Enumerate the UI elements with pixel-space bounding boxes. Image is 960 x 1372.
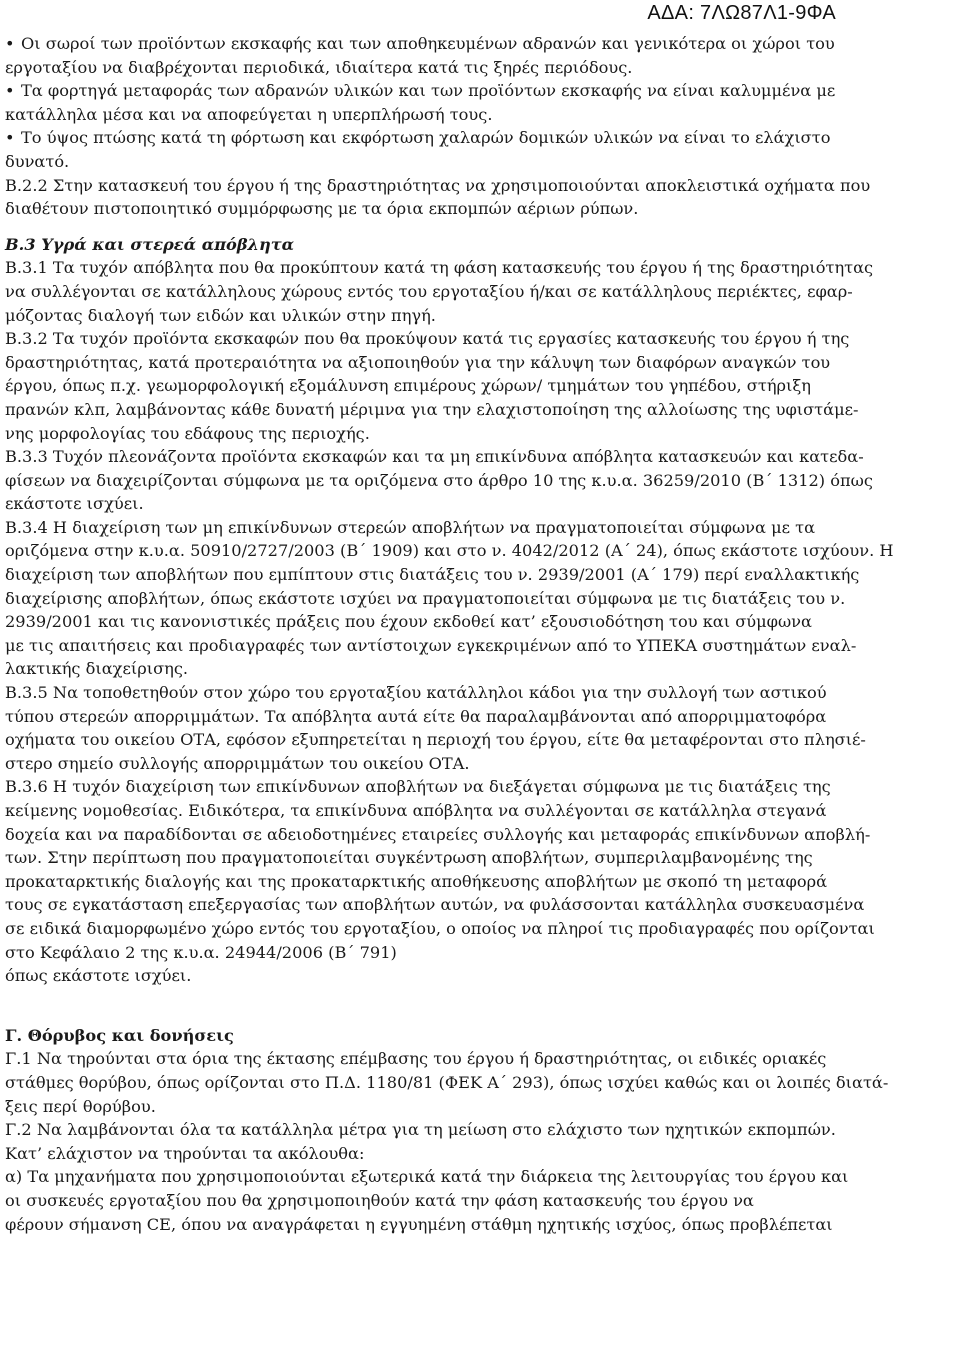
text-line: Β.2.2 Στην κατασκευή του έργου ή της δραστηριότητας να χρησιμοποιούνται αποκλειστικά οχήματα που (5, 175, 871, 195)
text-line: Γ.1 Να τηρούνται στα όρια της έκτασης επέμβασης του έργου ή δραστηριότητας, οι ειδικές οριακές (5, 1049, 827, 1069)
text-line: δοχεία και να παραδίδονται σε αδειοδοτημένες εταιρείες συλλογής και μεταφοράς επικίνδυνων αποβλή- (5, 824, 871, 844)
text-line: Οι σωροί των προϊόντων εκσκαφής και των αποθηκευμένων αδρανών και γενικότερα οι χώροι του (21, 34, 835, 53)
paragraph-b33 (5, 445, 955, 516)
section-heading-b3: Β.3 Υγρά και στερεά απόβλητα (5, 234, 295, 254)
text-line: νης μορφολογίας του εδάφους της περιοχής. (5, 423, 370, 443)
text-line: Κατ’ ελάχιστον να τηρούνται τα ακόλουθα: (5, 1143, 365, 1163)
paragraph-b36 (5, 775, 955, 987)
text-line: με τις απαιτήσεις και προδιαγραφές των αντίστοιχων εγκεκριμένων από το ΥΠΕΚΑ συστημάτων εναλ- (5, 635, 857, 655)
paragraph-g2 (5, 1118, 955, 1236)
text-line: ξεις περί θορύβου. (5, 1096, 156, 1116)
text-line: οριζόμενα στην κ.υ.α. 50910/2727/2003 (Β΄ 1909) και στο ν. 4042/2012 (Α΄ 24), όπως εκάστοτε ισχύουν. Η (5, 541, 894, 561)
text-line: Το ύψος πτώσης κατά τη φόρτωση και εκφόρτωση χαλαρών δομικών υλικών να είναι το ελάχιστο (21, 128, 831, 148)
text-line: πρανών κλπ, λαμβάνοντας κάθε δυνατή μέριμνα για την ελαχιστοποίηση της αλλοίωσης της υφιστάμε- (5, 399, 859, 419)
text-line: 2939/2001 και τις κανονιστικές πράξεις που έχουν εκδοθεί κατ’ εξουσιοδότηση του και σύμφωνα (5, 612, 812, 632)
text-line: α) Τα μηχανήματα που χρησιμοποιούνται εξωτερικά κατά την διάρκεια της λειτουργίας του έργου και (5, 1167, 849, 1187)
text-line: στάθμες θορύβου, όπως ορίζονται στο Π.Δ. 1180/81 (ΦΕΚ Α΄ 293), όπως ισχύει καθώς και οι λοιπές διατά- (5, 1072, 889, 1092)
spacer (5, 988, 955, 1012)
text-line: των. Στην περίπτωση που πραγματοποιείται συγκέντρωση αποβλήτων, συμπεριλαμβανομένης της (5, 848, 813, 868)
text-line: διαχείριση των αποβλήτων που εμπίπτουν στις διατάξεις του ν. 2939/2001 (Α΄ 179) περί εναλλακτικής (5, 565, 860, 585)
text-line: διαχείρισης αποβλήτων, όπως εκάστοτε ισχύει να πραγματοποιείται σύμφωνα με τις διατάξεις του ν. (5, 588, 846, 608)
text-line: Τα φορτηγά μεταφοράς των αδρανών υλικών και των προϊόντων εκσκαφής να είναι καλυμμένα με (21, 81, 836, 101)
text-line: οχήματα του οικείου ΟΤΑ, εφόσον εξυπηρετείται η περιοχή του έργου, είτε θα μεταφέρονται στο πλησιέ- (5, 730, 866, 750)
text-line: προκαταρκτικής διαλογής και της προκαταρκτικής αποθήκευσης αποβλήτων με σκοπό τη μεταφορά (5, 871, 828, 891)
paragraph-b32 (5, 327, 955, 445)
text-line: κείμενης νομοθεσίας. Ειδικότερα, τα επικίνδυνα απόβλητα να συλλέγονται σε κατάλληλα στεγανά (5, 801, 827, 820)
text-line: Β.3.1 Τα τυχόν απόβλητα που θα προκύπτουν κατά τη φάση κατασκευής του έργου ή της δραστηριότητας (5, 258, 874, 278)
bullet-item (5, 32, 955, 56)
text-line: να συλλέγονται σε κατάλληλους χώρους εντός του εργοταξίου ή/και σε κατάλληλους περιέκτες, εφαρ- (5, 281, 853, 301)
text-line: τους σε εγκατάσταση επεξεργασίας των αποβλήτων αυτών, να φυλάσσονται κατάλληλα συσκευασμένα (5, 895, 865, 915)
text-line: εκάστοτε ισχύει. (5, 494, 144, 514)
text-line: Β.3.3 Τυχόν πλεονάζοντα προϊόντα εκσκαφών και τα μη επικίνδυνα απόβλητα κατασκευών και κατεδα- (5, 447, 864, 467)
text-line: φέρουν σήμανση CE, όπου να αναγράφεται η εγγυημένη στάθμη ηχητικής ισχύος, όπως προβλέπεται (5, 1214, 833, 1234)
text-line: οι συσκευές εργοταξίου που θα χρησιμοποιηθούν κατά την φάση κατασκευής του έργου να (5, 1190, 754, 1210)
text-line: δυνατό. (5, 151, 70, 171)
text-line: όπως εκάστοτε ισχύει. (5, 966, 192, 986)
text-line: διαθέτουν πιστοποιητικό συμμόρφωσης με τα όρια εκπομπών αέριων ρύπων. (5, 199, 639, 219)
text-line: εργοταξίου να διαβρέχονται περιοδικά, ιδιαίτερα κατά τις ξηρές περιόδους. (5, 57, 633, 77)
section-heading-g: Γ. Θόρυβος και δονήσεις (5, 1025, 234, 1045)
text-line: σε ειδικά διαμορφωμένο χώρο εντός του εργοταξίου, ο οποίος να πληροί τις προδιαγραφές που ορίζονται (5, 918, 875, 938)
text-line: στο Κεφάλαιο 2 της κ.υ.α. 24944/2006 (Β΄ 791) (5, 942, 397, 962)
text-line: μόζοντας διαλογή των ειδών και υλικών στην πηγή. (5, 305, 436, 325)
paragraph-b22 (5, 174, 955, 221)
bullet-item (5, 126, 955, 150)
bullet-icon: • (5, 128, 15, 148)
text-line: έργου, όπως π.χ. γεωμορφολογική εξομάλυνση επιμέρους χώρων/ τμημάτων του γηπέδου, στήριξη (5, 376, 811, 396)
text-line: στερο σημείο συλλογής απορριμμάτων του οικείου ΟΤΑ. (5, 753, 470, 773)
bullet-icon: • (5, 81, 15, 101)
paragraph-b31 (5, 256, 955, 327)
paragraph-b35 (5, 681, 955, 775)
paragraph-b34 (5, 516, 955, 681)
bullet-icon: • (5, 34, 15, 53)
text-line: κατάλληλα μέσα και να αποφεύγεται η υπερπλήρωσή τους. (5, 104, 493, 124)
text-line: Β.3.4 Η διαχείριση των μη επικίνδυνων στερεών αποβλήτων να πραγματοποιείται σύμφωνα με τα (5, 517, 816, 537)
bullet-item (5, 79, 955, 103)
text-line: Γ.2 Να λαμβάνονται όλα τα κατάλληλα μέτρα για τη μείωση στο ελάχιστο των ηχητικών εκπομπών. (5, 1120, 836, 1140)
text-line: τύπου στερεών απορριμμάτων. Τα απόβλητα αυτά είτε θα παραλαμβάνονται από απορριμματοφόρα (5, 706, 827, 726)
text-line: φίσεων να διαχειρίζονται σύμφωνα με τα οριζόμενα στο άρθρο 10 της κ.υ.α. 36259/2010 (Β΄ 1312) όπως (5, 470, 873, 490)
text-line: Β.3.2 Τα τυχόν προϊόντα εκσκαφών που θα προκύψουν κατά τις εργασίες κατασκευής του έργου ή της (5, 329, 850, 349)
text-line: λακτικής διαχείρισης. (5, 659, 189, 679)
ada-identifier: ΑΔΑ: 7ΛΩ87Λ1-9ΦΑ (647, 2, 836, 24)
text-line: Β.3.6 Η τυχόν διαχείριση των επικίνδυνων αποβλήτων να διεξάγεται σύμφωνα με τις διατάξεις της (5, 777, 831, 797)
text-line: δραστηριότητας, κατά προτεραιότητα να αξιοποιηθούν για την κάλυψη των διαφόρων αναγκών του (5, 352, 831, 372)
paragraph-g1 (5, 1047, 955, 1118)
text-line: Β.3.5 Να τοποθετηθούν στον χώρο του εργοταξίου κατάλληλοι κάδοι για την συλλογή των αστικού (5, 683, 827, 703)
document-body (5, 32, 955, 1236)
